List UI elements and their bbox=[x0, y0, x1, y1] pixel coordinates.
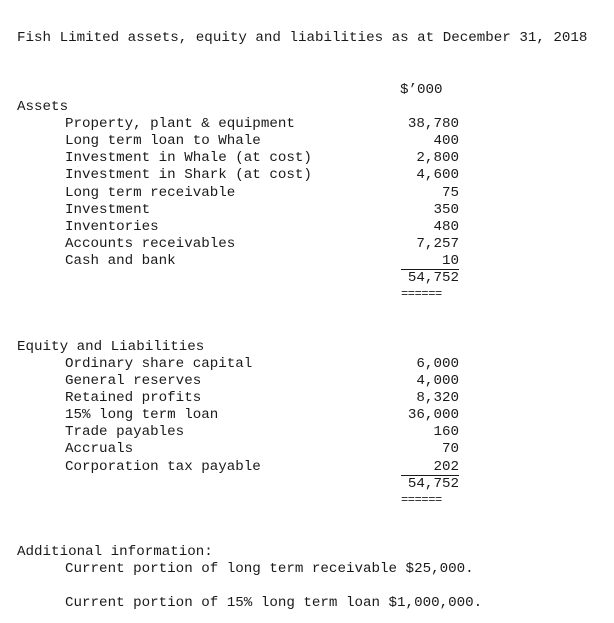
equity-liabilities-total: 54,752 bbox=[407, 476, 459, 492]
asset-value: 480 bbox=[433, 219, 459, 235]
asset-label: Property, plant & equipment bbox=[65, 116, 295, 132]
asset-label: Investment in Whale (at cost) bbox=[65, 150, 312, 166]
asset-label: Long term receivable bbox=[65, 185, 236, 201]
liability-value: 6,000 bbox=[416, 356, 459, 372]
liability-label: 15% long term loan bbox=[65, 407, 219, 423]
asset-value: 75 bbox=[441, 185, 459, 201]
liability-label: Ordinary share capital bbox=[65, 356, 253, 372]
asset-label: Inventories bbox=[65, 219, 159, 235]
additional-note: Current portion of long term receivable $25,000. bbox=[65, 561, 474, 577]
asset-label: Investment in Shark (at cost) bbox=[65, 167, 312, 183]
asset-value: 400 bbox=[433, 133, 459, 149]
asset-label: Accounts receivables bbox=[65, 236, 236, 252]
column-header: $’000 bbox=[400, 82, 443, 98]
liability-value: 8,320 bbox=[416, 390, 459, 406]
additional-note: Current portion of 15% long term loan $1,000,000. bbox=[65, 595, 483, 611]
liability-value: 36,000 bbox=[407, 407, 459, 423]
liability-value: 202 bbox=[433, 459, 459, 475]
liability-label: Corporation tax payable bbox=[65, 459, 261, 475]
liability-value: 70 bbox=[441, 441, 459, 457]
asset-value: 10 bbox=[441, 253, 459, 269]
assets-total: 54,752 bbox=[407, 270, 459, 286]
liability-label: Accruals bbox=[65, 441, 134, 457]
equity-liabilities-heading: Equity and Liabilities bbox=[17, 339, 205, 355]
asset-value: 4,600 bbox=[416, 167, 459, 183]
liability-label: Retained profits bbox=[65, 390, 202, 406]
additional-info-heading: Additional information: bbox=[17, 544, 213, 560]
asset-value: 7,257 bbox=[416, 236, 459, 252]
double-underline: ====== bbox=[401, 289, 442, 299]
assets-heading: Assets bbox=[17, 99, 69, 115]
document-title: Fish Limited assets, equity and liabilities as at December 31, 2018 bbox=[17, 30, 588, 46]
asset-value: 350 bbox=[433, 202, 459, 218]
asset-label: Cash and bank bbox=[65, 253, 176, 269]
asset-value: 38,780 bbox=[407, 116, 459, 132]
double-underline: ====== bbox=[401, 495, 442, 505]
liability-label: General reserves bbox=[65, 373, 202, 389]
asset-label: Long term loan to Whale bbox=[65, 133, 261, 149]
asset-label: Investment bbox=[65, 202, 151, 218]
liability-value: 160 bbox=[433, 424, 459, 440]
asset-value: 2,800 bbox=[416, 150, 459, 166]
liability-value: 4,000 bbox=[416, 373, 459, 389]
liability-label: Trade payables bbox=[65, 424, 185, 440]
